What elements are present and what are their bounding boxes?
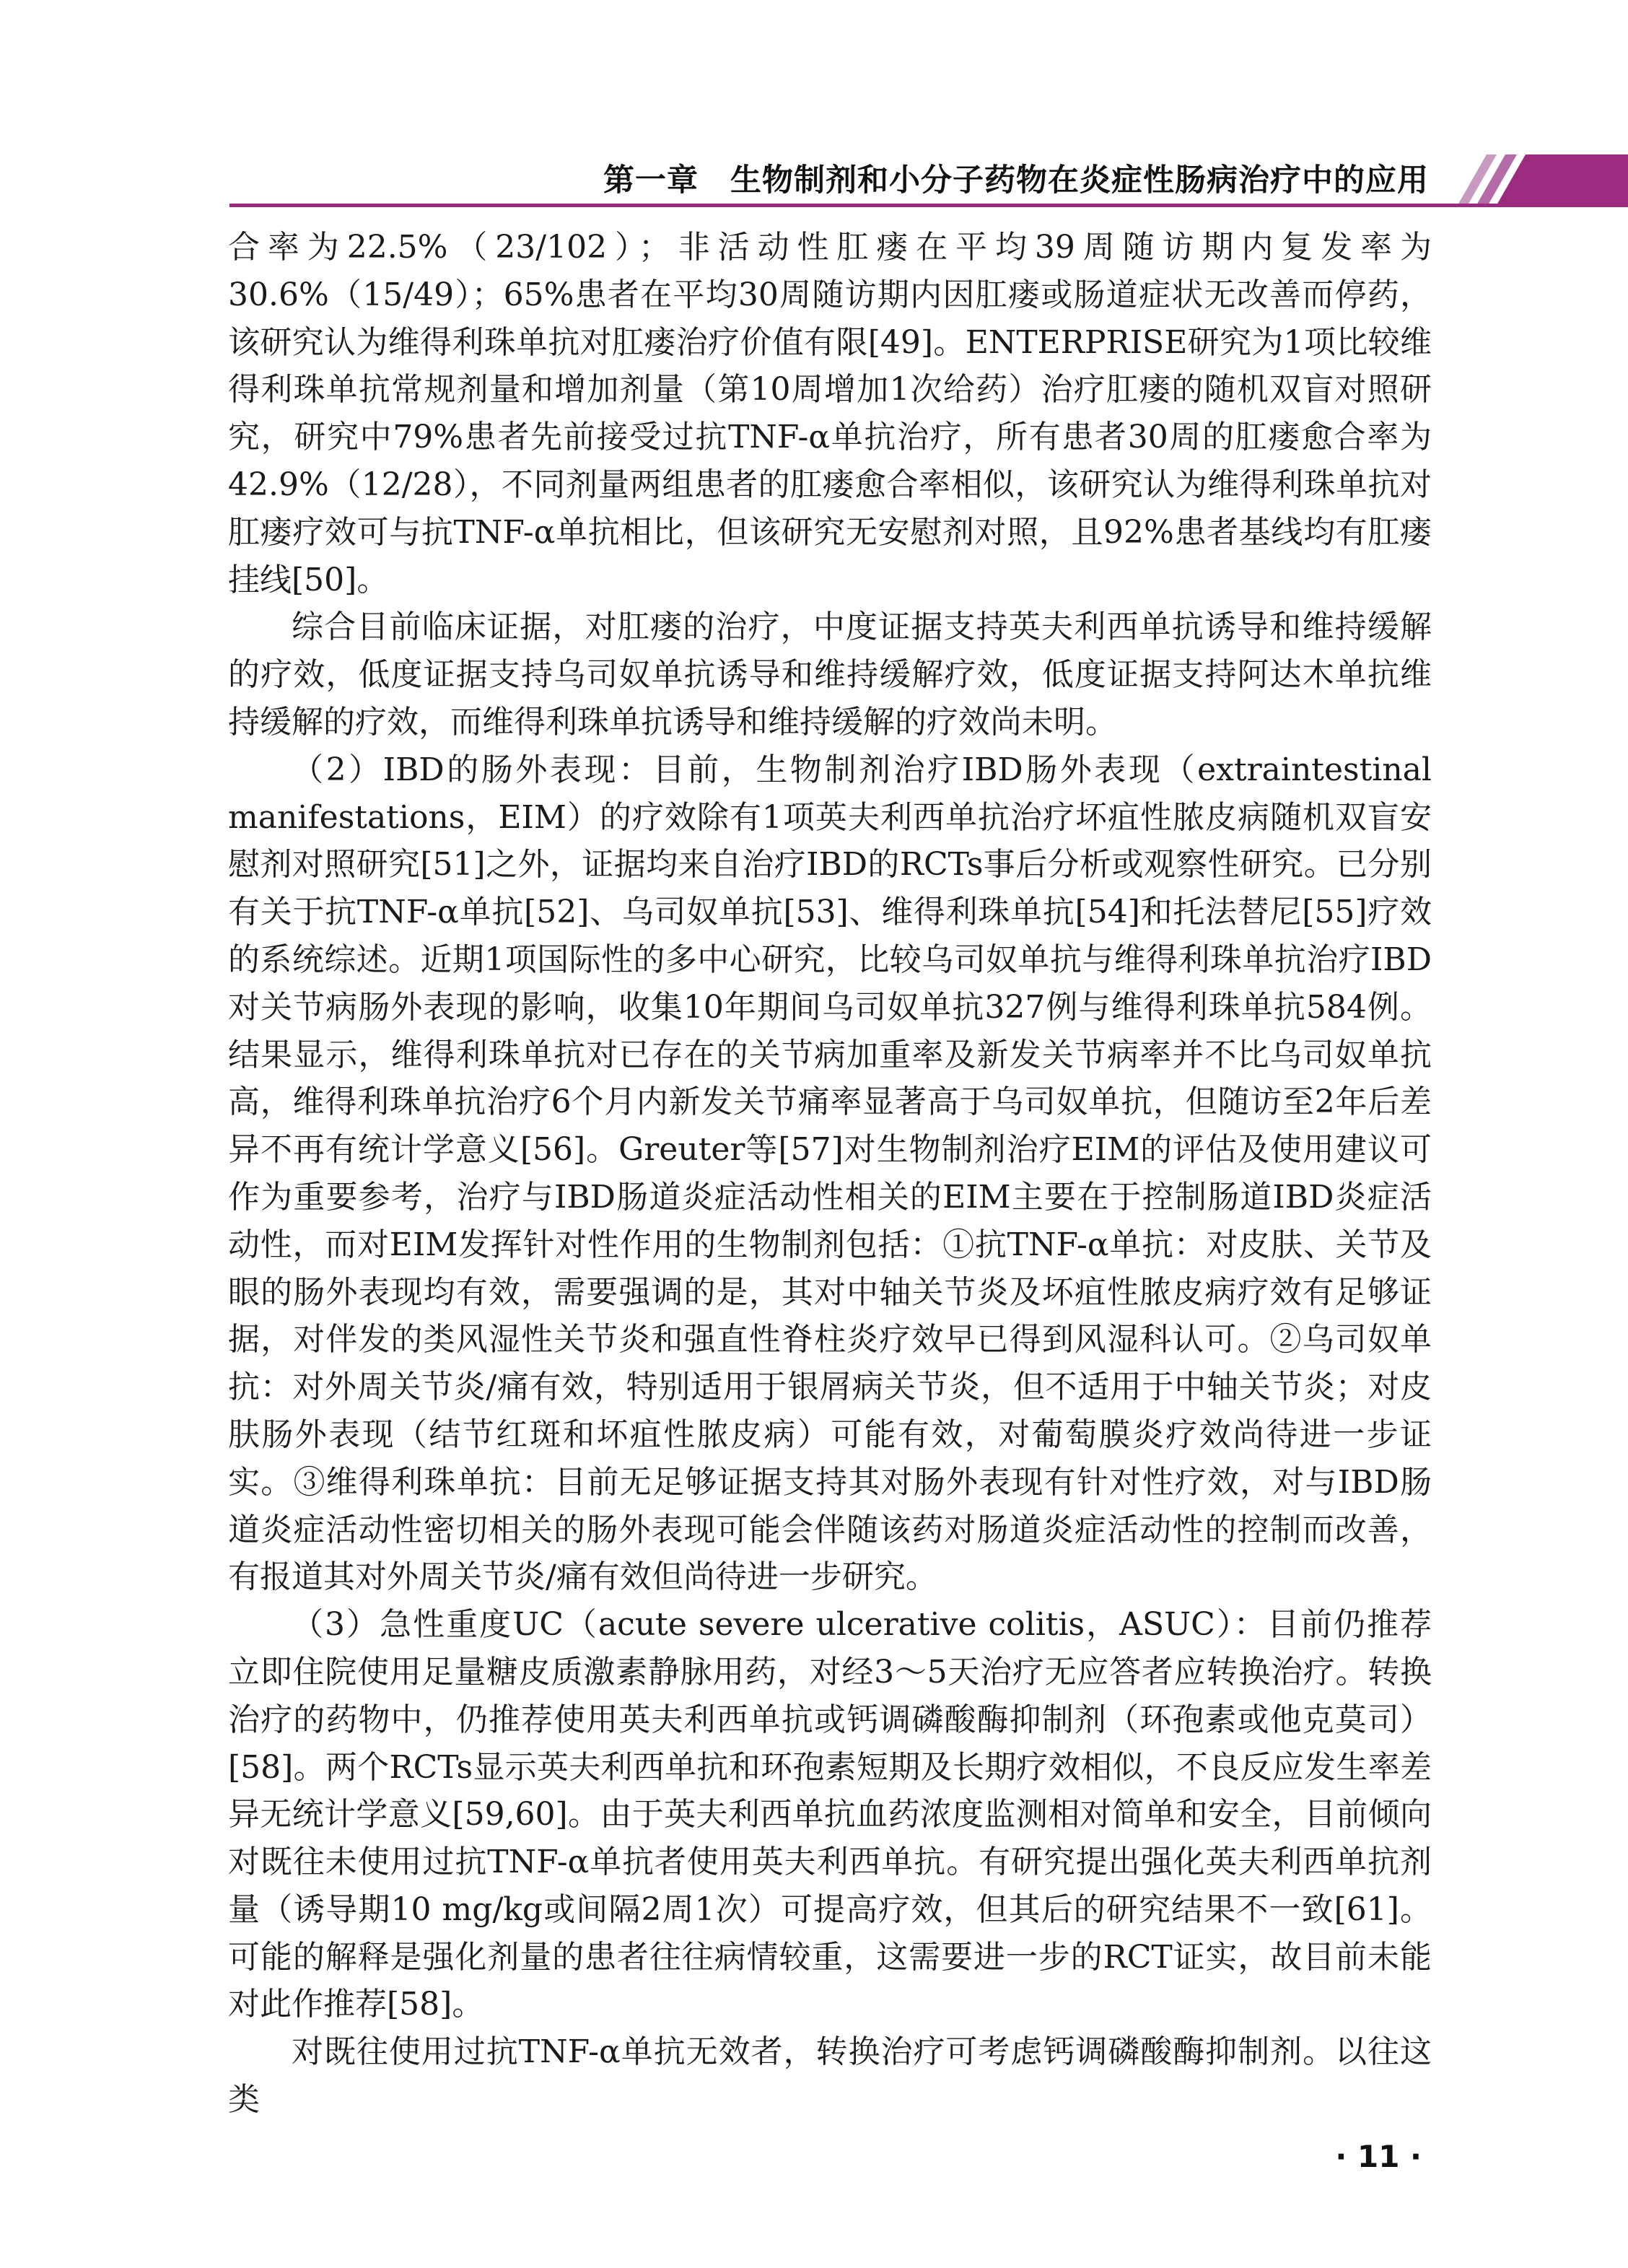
paragraph: （2）IBD的肠外表现：目前，生物制剂治疗IBD肠外表现（extraintestinal manifestations，EIM）的疗效除有1项英夫利西单抗治疗坏疽性脓皮病随机双盲安慰剂对照研究[51]之外，证据均来自治疗IBD的RCTs事后分析或观察性研究。已分别有关于抗TNF-α单抗[52]、乌司奴单抗[53]、维得利珠单抗[54]和托法替尼[55]疗效的系统综述。近期1项国际性的多中心研究，比较乌司奴单抗与维得利珠单抗治疗IBD对关节病肠外表现的影响，收集10年期间乌司奴单抗327例与维得利珠单抗584例。结果显示，维得利珠单抗对已存在的关节病加重率及新发关节病率并不比乌司奴单抗高，维得利珠单抗治疗6个月内新发关节痛率显著高于乌司奴单抗，但随访至2年后差异不再有统计学意义[56]。Greuter等[57]对生物制剂治疗EIM的评估及使用建议可作为重要参考，治疗与IBD肠道炎症活动性相关的EIM主要在于控制肠道IBD炎症活动性，而对EIM发挥针对性作用的生物制剂包括：①抗TNF-α单抗：对皮肤、关节及眼的肠外表现均有效，需要强调的是，其对中轴关节炎及坏疽性脓皮病疗效有足够证据，对伴发的类风湿性关节炎和强直性脊柱炎疗效早已得到风湿科认可。②乌司奴单抗：对外周关节炎/痛有效，特别适用于银屑病关节炎，但不适用于中轴关节炎；对皮肤肠外表现（结节红斑和坏疽性脓皮病）可能有效，对葡萄膜炎疗效尚待进一步证实。③维得利珠单抗：目前无足够证据支持其对肠外表现有针对性疗效，对与IBD肠道炎症活动性密切相关的肠外表现可能会伴随该药对肠道炎症活动性的控制而改善，有报道其对外周关节炎/痛有效但尚待进一步研究。: [228, 751, 1432, 1596]
page-number: · 11 ·: [1335, 2139, 1422, 2174]
running-header: 第一章 生物制剂和小分子药物在炎症性肠病治疗中的应用: [603, 162, 1429, 199]
header-stripes-decoration: [1436, 154, 1628, 205]
paragraph: 对既往使用过抗TNF-α单抗无效者，转换治疗可考虑钙调磷酸酶抑制剂。以往这类: [228, 2033, 1432, 2119]
header-rule: [229, 204, 1628, 207]
body-text: [228, 224, 1432, 2124]
paragraph: （3）急性重度UC（acute severe ulcerative colitis，ASUC）：目前仍推荐立即住院使用足量糖皮质激素静脉用药，对经3～5天治疗无应答者应转换治疗。转换治疗的药物中，仍推荐使用英夫利西单抗或钙调磷酸酶抑制剂（环孢素或他克莫司）[58]。两个RCTs显示英夫利西单抗和环孢素短期及长期疗效相似，不良反应发生率差异无统计学意义[59,60]。由于英夫利西单抗血药浓度监测相对简单和安全，目前倾向对既往未使用过抗TNF-α单抗者使用英夫利西单抗。有研究提出强化英夫利西单抗剂量（诱导期10 mg/kg或间隔2周1次）可提高疗效，但其后的研究结果不一致[61]。可能的解释是强化剂量的患者往往病情较重，这需要进一步的RCT证实，故目前未能对此作推荐[58]。: [228, 1606, 1432, 2023]
paragraph: 合率为22.5%（23/102）；非活动性肛瘘在平均39周随访期内复发率为30.6%（15/49）；65%患者在平均30周随访期内因肛瘘或肠道症状无改善而停药，该研究认为维得利珠单抗对肛瘘治疗价值有限[49]。ENTERPRISE研究为1项比较维得利珠单抗常规剂量和增加剂量（第10周增加1次给药）治疗肛瘘的随机双盲对照研究，研究中79%患者先前接受过抗TNF-α单抗治疗，所有患者30周的肛瘘愈合率为42.9%（12/28），不同剂量两组患者的肛瘘愈合率相似，该研究认为维得利珠单抗对肛瘘疗效可与抗TNF-α单抗相比，但该研究无安慰剂对照，且92%患者基线均有肛瘘挂线[50]。: [228, 229, 1432, 598]
paragraph: 综合目前临床证据，对肛瘘的治疗，中度证据支持英夫利西单抗诱导和维持缓解的疗效，低度证据支持乌司奴单抗诱导和维持缓解疗效，低度证据支持阿达木单抗维持缓解的疗效，而维得利珠单抗诱导和维持缓解的疗效尚未明。: [228, 609, 1432, 741]
